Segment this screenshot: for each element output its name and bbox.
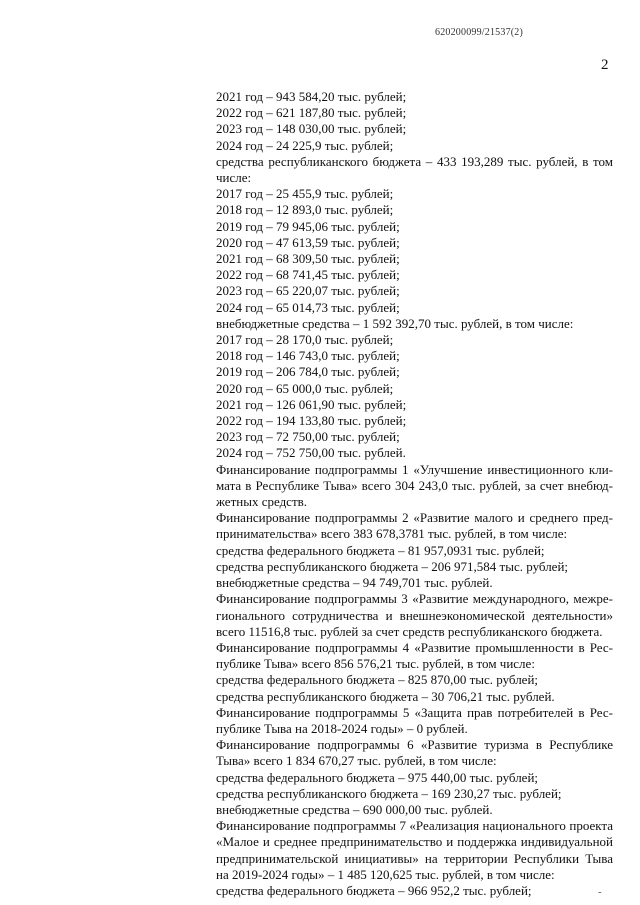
text-line: Финансирование подпрограммы 6 «Развитие туризма в Республике	[216, 737, 613, 753]
text-line: мата в Республике Тыва» всего 304 243,0 тыс. рублей, за счет внебюд-	[216, 477, 613, 493]
text-line: 2020 год – 65 000,0 тыс. рублей;	[216, 380, 394, 396]
text-line: внебюджетные средства – 94 749,701 тыс. рублей.	[216, 575, 493, 591]
text-line: Финансирование подпрограммы 1 «Улучшение инвестиционного кли-	[216, 461, 613, 477]
text-line: 2024 год – 65 014,73 тыс. рублей;	[216, 299, 400, 315]
text-line: публике Тыва» всего 856 576,21 тыс. рублей, в том числе:	[216, 656, 535, 672]
text-line: 2019 год – 206 784,0 тыс. рублей;	[216, 364, 400, 380]
text-line: 2022 год – 68 741,45 тыс. рублей;	[216, 267, 400, 283]
text-line: средства республиканского бюджета – 30 706,21 тыс. рублей.	[216, 688, 555, 704]
text-line: на 2019-2024 годы» – 1 485 120,625 тыс. рублей, в том числе:	[216, 866, 555, 882]
text-line: 2024 год – 752 750,00 тыс. рублей.	[216, 445, 406, 461]
document-body	[216, 89, 613, 899]
text-line: 2022 год – 621 187,80 тыс. рублей;	[216, 105, 407, 121]
text-line: «Малое и среднее предпринимательство и поддержка индивидуальной	[216, 834, 613, 850]
text-line: 2020 год – 47 613,59 тыс. рублей;	[216, 234, 400, 250]
text-line: средства республиканского бюджета – 433 193,289 тыс. рублей, в том	[216, 153, 613, 169]
text-line: 2018 год – 12 893,0 тыс. рублей;	[216, 202, 394, 218]
text-line: принимательства» всего 383 678,3781 тыс. рублей, в том числе:	[216, 526, 568, 542]
document-id: 620200099/21537(2)	[435, 27, 524, 38]
text-line: внебюджетные средства – 1 592 392,70 тыс. рублей, в том числе:	[216, 315, 574, 331]
text-line: средства федерального бюджета – 81 957,0931 тыс. рублей;	[216, 542, 545, 558]
text-line: 2018 год – 146 743,0 тыс. рублей;	[216, 348, 400, 364]
text-line: предпринимательской инициативы» на территории Республики Тыва	[216, 850, 613, 866]
text-line: средства республиканского бюджета – 206 971,584 тыс. рублей;	[216, 558, 569, 574]
text-line: 2017 год – 28 170,0 тыс. рублей;	[216, 332, 394, 348]
text-line: 2017 год – 25 455,9 тыс. рублей;	[216, 186, 394, 202]
text-line: 2022 год – 194 133,80 тыс. рублей;	[216, 413, 407, 429]
text-line: 2024 год – 24 225,9 тыс. рублей;	[216, 137, 394, 153]
text-line: 2021 год – 126 061,90 тыс. рублей;	[216, 396, 407, 412]
text-line: средства федерального бюджета – 975 440,00 тыс. рублей;	[216, 769, 539, 785]
text-line: 2021 год – 68 309,50 тыс. рублей;	[216, 251, 400, 267]
page-corner-mark: -	[598, 886, 602, 898]
text-line: Финансирование подпрограммы 2 «Развитие малого и среднего пред-	[216, 510, 613, 526]
text-line: 2023 год – 65 220,07 тыс. рублей;	[216, 283, 400, 299]
text-line: публике Тыва на 2018-2024 годы» – 0 рублей.	[216, 720, 468, 736]
text-line: средства федерального бюджета – 825 870,00 тыс. рублей;	[216, 672, 539, 688]
text-line: 2023 год – 72 750,00 тыс. рублей;	[216, 429, 400, 445]
text-line: 2023 год – 148 030,00 тыс. рублей;	[216, 121, 407, 137]
text-line: Тыва» всего 1 834 670,27 тыс. рублей, в том числе:	[216, 753, 497, 769]
text-line: Финансирование подпрограммы 5 «Защита прав потребителей в Рес-	[216, 704, 613, 720]
page-number: 2	[601, 57, 609, 73]
text-line: Финансирование подпрограммы 4 «Развитие промышленности в Рес-	[216, 639, 613, 655]
text-line: Финансирование подпрограммы 3 «Развитие международного, межре-	[216, 591, 613, 607]
text-line: гионального сотрудничества и внешнеэкономической деятельности»	[216, 607, 613, 623]
text-line: внебюджетные средства – 690 000,00 тыс. рублей.	[216, 801, 493, 817]
text-line: Финансирование подпрограммы 7 «Реализация национального проекта	[216, 818, 613, 834]
text-line: всего 11516,8 тыс. рублей за счет средств республиканского бюджета.	[216, 623, 603, 639]
text-line: 2019 год – 79 945,06 тыс. рублей;	[216, 218, 400, 234]
text-line: 2021 год – 943 584,20 тыс. рублей;	[216, 89, 407, 104]
text-line: числе:	[216, 170, 252, 186]
text-line: средства республиканского бюджета – 169 230,27 тыс. рублей;	[216, 785, 562, 801]
text-line: средства федерального бюджета – 966 952,2 тыс. рублей;	[216, 882, 532, 898]
text-line: жетных средств.	[216, 494, 308, 510]
